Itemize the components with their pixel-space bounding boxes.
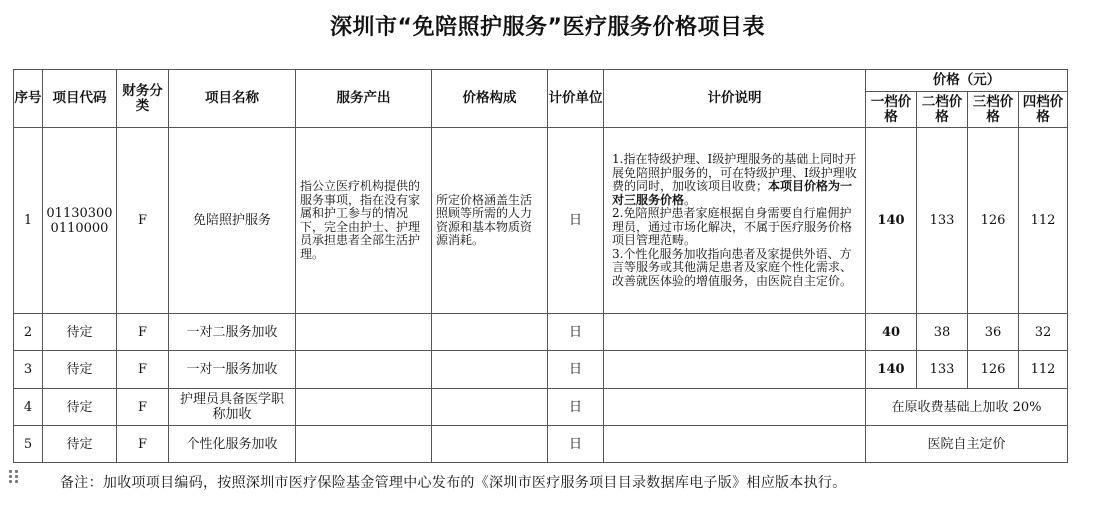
header-tier2: 二档价格 (917, 92, 968, 128)
row-tier4: 112 (1019, 351, 1068, 389)
row-tier4: 112 (1019, 128, 1068, 314)
row-desc (604, 389, 866, 426)
footnote: 备注：加收项项目编码，按照深圳市医疗保险基金管理中心发布的《深圳市医疗服务项目目录数据库电子版》相应版本执行。 (60, 475, 847, 491)
row-code (43, 128, 117, 314)
desc-item-1-end: 。 (684, 192, 697, 207)
row-output (296, 351, 432, 389)
header-tier4: 四档价格 (1019, 92, 1068, 128)
desc-item-2: 2.免陪照护患者家庭根据自身需要自行雇佣护理员，通过市场化解决，不属于医疗服务价格项目管理范畴。 (612, 206, 853, 247)
row-code: 待定 (43, 426, 117, 463)
row-unit: 日 (548, 426, 604, 463)
row-tier1: 140 (866, 351, 917, 389)
header-desc: 计价说明 (604, 70, 866, 128)
row-name: 免陪照护服务 (169, 128, 296, 314)
table-row (14, 389, 1068, 426)
row-code: 待定 (43, 314, 117, 351)
table-row (14, 351, 1068, 389)
row-seq: 3 (14, 351, 43, 389)
row-seq: 2 (14, 314, 43, 351)
row-composition (432, 426, 548, 463)
header-code: 项目代码 (43, 70, 117, 128)
row-tier2: 38 (917, 314, 968, 351)
row-tier1: 40 (866, 314, 917, 351)
row-name: 一对二服务加收 (169, 314, 296, 351)
row-category: F (117, 389, 169, 426)
row-output (296, 426, 432, 463)
row-category: F (117, 426, 169, 463)
row-unit: 日 (548, 351, 604, 389)
row-desc (604, 314, 866, 351)
header-output: 服务产出 (296, 70, 432, 128)
header-unit: 计价单位 (548, 70, 604, 128)
row-seq: 5 (14, 426, 43, 463)
row-code: 待定 (43, 351, 117, 389)
row-name: 护理员具备医学职称加收 (169, 389, 296, 426)
row-price-note: 医院自主定价 (866, 426, 1068, 463)
row-tier3: 126 (968, 128, 1019, 314)
page-title: 深圳市“免陪照护服务”医疗服务价格项目表 (330, 15, 765, 40)
row-code: 待定 (43, 389, 117, 426)
row-category: F (117, 314, 169, 351)
row-tier2: 133 (917, 351, 968, 389)
row-tier2: 133 (917, 128, 968, 314)
desc-item-1-bold: 本项目价格为一对三服务价格 (612, 179, 853, 207)
row-tier3: 36 (968, 314, 1019, 351)
row-category: F (117, 351, 169, 389)
table-row (14, 426, 1068, 463)
row-output: 指公立医疗机构提供的服务事项，指在没有家属和护工参与的情况下，完全由护士、护理员承担患者全部生活护理。 (296, 128, 432, 314)
row-price-note: 在原收费基础上加收 20% (866, 389, 1068, 426)
row-code-line1: 01130300 (46, 205, 113, 221)
row-output (296, 389, 432, 426)
row-composition (432, 389, 548, 426)
row-unit: 日 (548, 314, 604, 351)
desc-item-1-text: 1.指在特级护理、Ⅰ级护理服务的基础上同时开展免陪照护服务的，可在特级护理、Ⅰ级护理收费的同时，加收该项目收费； (612, 152, 857, 193)
row-name: 个性化服务加收 (169, 426, 296, 463)
header-tier1: 一档价格 (866, 92, 917, 128)
row-desc (604, 128, 866, 314)
header-seq: 序号 (14, 70, 43, 128)
header-price-group: 价格（元） (866, 70, 1068, 92)
table-row (14, 314, 1068, 351)
row-seq: 1 (14, 128, 43, 314)
row-composition (432, 351, 548, 389)
desc-item-1 (612, 153, 861, 207)
row-seq: 4 (14, 389, 43, 426)
table-row (14, 128, 1068, 314)
header-composition: 价格构成 (432, 70, 548, 128)
row-category: F (117, 128, 169, 314)
header-tier3: 三档价格 (968, 92, 1019, 128)
price-table (13, 69, 1068, 463)
desc-item-3: 3.个性化服务加收指向患者及家提供外语、方言等服务或其他满足患者及家庭个性化需求、改善就医体验的增值服务，由医院自主定价。 (612, 246, 853, 288)
header-name: 项目名称 (169, 70, 296, 128)
header-category: 财务分类 (117, 70, 169, 128)
row-unit: 日 (548, 389, 604, 426)
row-unit: 日 (548, 128, 604, 314)
drag-handle-icon[interactable] (9, 470, 21, 484)
row-desc (604, 426, 866, 463)
row-composition (432, 314, 548, 351)
row-desc (604, 351, 866, 389)
row-tier1: 140 (866, 128, 917, 314)
row-code-line2: 0110000 (50, 220, 109, 236)
row-composition: 所定价格涵盖生活照顾等所需的人力资源和基本物质资源消耗。 (432, 128, 548, 314)
row-output (296, 314, 432, 351)
row-tier4: 32 (1019, 314, 1068, 351)
row-name: 一对一服务加收 (169, 351, 296, 389)
row-tier3: 126 (968, 351, 1019, 389)
